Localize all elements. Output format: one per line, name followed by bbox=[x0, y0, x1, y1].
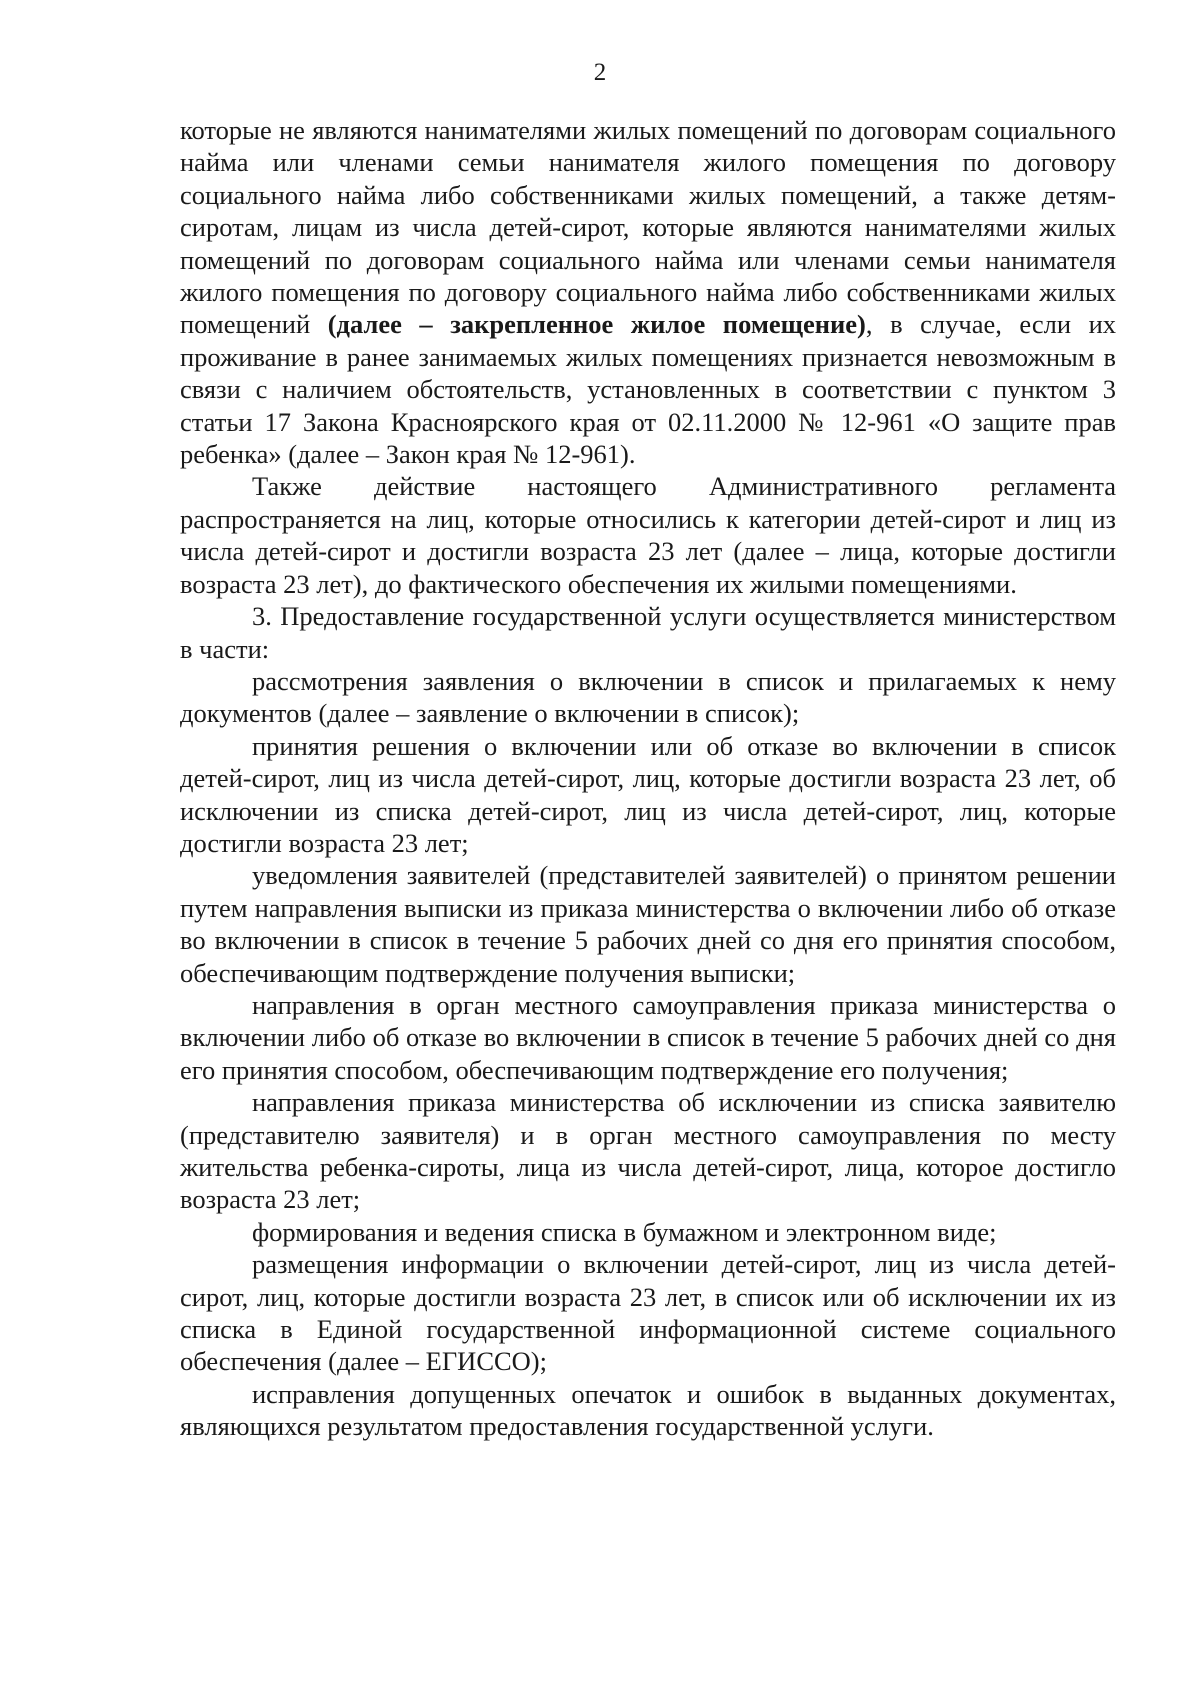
paragraph-text: , в случае, если их проживание в ранее занимаемых жилых помещениях признается невозможным в связи с наличием обстоятельств, установленных в соответствии с пунктом 3 статьи 17 Закона Красноярского края от 02.11.2000 № 12-961 «О защите прав ребенка» (далее – Закон края № 12-961). bbox=[180, 309, 1116, 470]
paragraph-intro bbox=[180, 114, 1116, 470]
list-item bbox=[180, 1216, 1116, 1248]
paragraph-text: направления приказа министерства об исключении из списка заявителю (представителю заявителя) и в орган местного самоуправления по месту жительства ребенка-сироты, лица из числа детей-сирот, лица, которое достигло возраста 23 лет; bbox=[180, 1087, 1116, 1215]
paragraph-text: 3. Предоставление государственной услуги осуществляется министерством в части: bbox=[180, 601, 1116, 664]
page-number: 2 bbox=[593, 59, 607, 86]
list-item bbox=[180, 665, 1116, 730]
paragraph-text: уведомления заявителей (представителей заявителей) о принятом решении путем направления выписки из приказа министерства о включении либо об отказе во включении в список в течение 5 рабочих дней со дня его принятия способом, обеспечивающим подтверждение получения выписки; bbox=[180, 860, 1116, 988]
paragraph-text: которые не являются нанимателями жилых помещений по договорам социального найма или членами семьи нанимателя жилого помещения по договору социального найма либо собственниками жилых помещений, а также детям-сиротам, лицам из числа детей-сирот, которые являются нанимателями жилых помещений по договорам социального найма или членами семьи нанимателя жилого помещения по договору социального найма либо собственниками жилых помещений bbox=[180, 115, 1116, 340]
list-item bbox=[180, 1086, 1116, 1216]
list-item bbox=[180, 1378, 1116, 1443]
paragraph-text: рассмотрения заявления о включении в список и прилагаемых к нему документов (далее – заявление о включении в список); bbox=[180, 665, 1116, 729]
defined-term: (далее – закрепленное жилое помещение) bbox=[327, 309, 866, 340]
list-item bbox=[180, 1248, 1116, 1378]
paragraph-clause-3 bbox=[180, 600, 1116, 665]
paragraph-text: направления в орган местного самоуправления приказа министерства о включении либо об отказе во включении в список в течение 5 рабочих дней со дня его принятия способом, обеспечивающим подтверждение его получения; bbox=[180, 989, 1116, 1085]
paragraph-scope bbox=[180, 470, 1116, 600]
paragraph-text: принятия решения о включении или об отказе во включении в список детей-сирот, лиц из числа детей-сирот, лиц, которые достигли возраста 23 лет, об исключении из списка детей-сирот, лиц из числа детей-сирот, лиц, которые достигли возраста 23 лет; bbox=[180, 730, 1116, 858]
list-item bbox=[180, 989, 1116, 1086]
paragraph-text: Также действие настоящего Административного регламента распространяется на лиц, которые относились к категории детей-сирот и лиц из числа детей-сирот и достигли возраста 23 лет (далее – лица, которые достигли возраста 23 лет), до фактического обеспечения их жилыми помещениями. bbox=[180, 471, 1116, 599]
paragraph-text: формирования и ведения списка в бумажном и электронном виде; bbox=[252, 1216, 997, 1247]
document-body bbox=[180, 114, 1116, 1443]
list-item bbox=[180, 730, 1116, 860]
list-item bbox=[180, 859, 1116, 989]
paragraph-text: размещения информации о включении детей-сирот, лиц из числа детей-сирот, лиц, которые достигли возраста 23 лет, в список или об исключении их из списка в Единой государственной информационной системе социального обеспечения (далее – ЕГИССО); bbox=[180, 1249, 1116, 1377]
paragraph-text: исправления допущенных опечаток и ошибок в выданных документах, являющихся результатом предоставления государственной услуги. bbox=[180, 1378, 1116, 1442]
